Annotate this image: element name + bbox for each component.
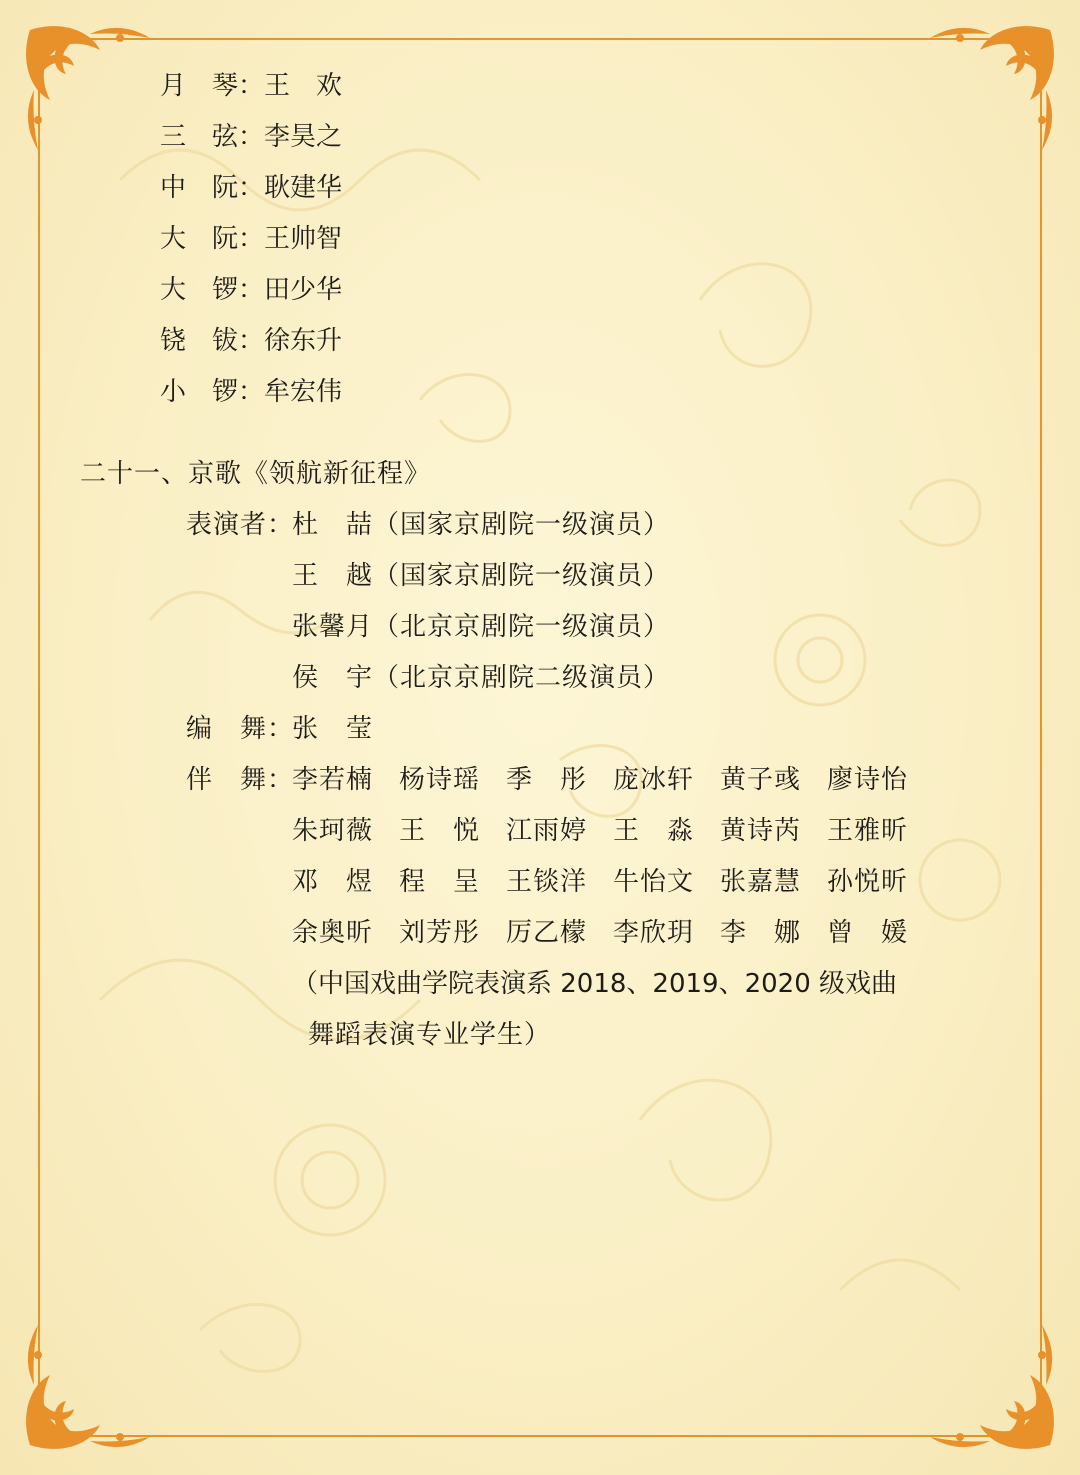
dancer-name: 王雅昕: [827, 816, 909, 846]
musician-name: 耿建华: [264, 173, 343, 203]
performer-entry: 侯 宇（北京京剧院二级演员）: [292, 663, 671, 693]
dancer-name: 季 彤: [506, 765, 588, 795]
dancer-name: 黄诗芮: [720, 816, 802, 846]
musician-name: 王帅智: [264, 224, 343, 254]
musician-name: 王 欢: [264, 71, 343, 101]
credit-row: [160, 120, 342, 154]
dancer-name: 江雨婷: [506, 816, 588, 846]
dancer-name: 邓 煜: [292, 867, 374, 897]
program-title: 二十一、京歌《领航新征程》: [80, 459, 432, 489]
performers-label: 表演者：: [186, 510, 295, 540]
choreographer-name: 张 莹: [292, 714, 374, 744]
dancer-name: 王锬洋: [506, 867, 588, 897]
dancer-name: 李欣玥: [613, 918, 695, 948]
credit-row: [160, 324, 342, 358]
dancer-name: 刘芳彤: [399, 918, 481, 948]
dancer-name: 厉乙檬: [506, 918, 588, 948]
choreographer-label: 编 舞：: [186, 714, 295, 744]
credit-row: [160, 273, 342, 307]
dancer-name: 程 呈: [399, 867, 481, 897]
dancer-name: 张嘉慧: [720, 867, 802, 897]
dancer-name: 李若楠: [292, 765, 374, 795]
instrument-label: 小 锣：: [160, 377, 265, 407]
performer-entry: 杜 喆（国家京剧院一级演员）: [292, 510, 671, 540]
credit-row: [160, 171, 342, 205]
dancer-name: 孙悦昕: [827, 867, 909, 897]
dancer-name: 杨诗瑶: [399, 765, 481, 795]
dancers-note: 舞蹈表演专业学生）: [308, 1020, 552, 1050]
musician-name: 田少华: [264, 275, 343, 305]
instrument-label: 三 弦：: [160, 122, 265, 152]
credit-row: [160, 222, 342, 256]
instrument-label: 铙 钹：: [160, 326, 265, 356]
dancers-note: （中国戏曲学院表演系 2018、2019、2020 级戏曲: [292, 969, 898, 999]
instrument-label: 大 锣：: [160, 275, 265, 305]
musician-name: 牟宏伟: [264, 377, 343, 407]
musician-name: 徐东升: [264, 326, 343, 356]
dancers-label: 伴 舞：: [186, 765, 295, 795]
dancer-name: 庞冰轩: [613, 765, 695, 795]
dancer-name: 黄子彧: [720, 765, 802, 795]
instrument-label: 大 阮：: [160, 224, 265, 254]
dancer-name: 朱珂薇: [292, 816, 374, 846]
dancer-name: 王 淼: [613, 816, 695, 846]
dancer-name: 李 娜: [720, 918, 802, 948]
performer-entry: 王 越（国家京剧院一级演员）: [292, 561, 671, 591]
credit-row: [160, 69, 342, 103]
corner-ornament-icon: [26, 26, 150, 150]
dancer-name: 廖诗怡: [827, 765, 909, 795]
dancer-name: 王 悦: [399, 816, 481, 846]
dancer-name: 余奥昕: [292, 918, 374, 948]
musician-name: 李昊之: [264, 122, 343, 152]
performer-entry: 张馨月（北京京剧院一级演员）: [292, 612, 671, 642]
instrument-label: 中 阮：: [160, 173, 265, 203]
dancer-name: 牛怡文: [613, 867, 695, 897]
instrument-label: 月 琴：: [160, 71, 265, 101]
credit-row: [160, 375, 342, 409]
dancer-name: 曾 媛: [827, 918, 909, 948]
